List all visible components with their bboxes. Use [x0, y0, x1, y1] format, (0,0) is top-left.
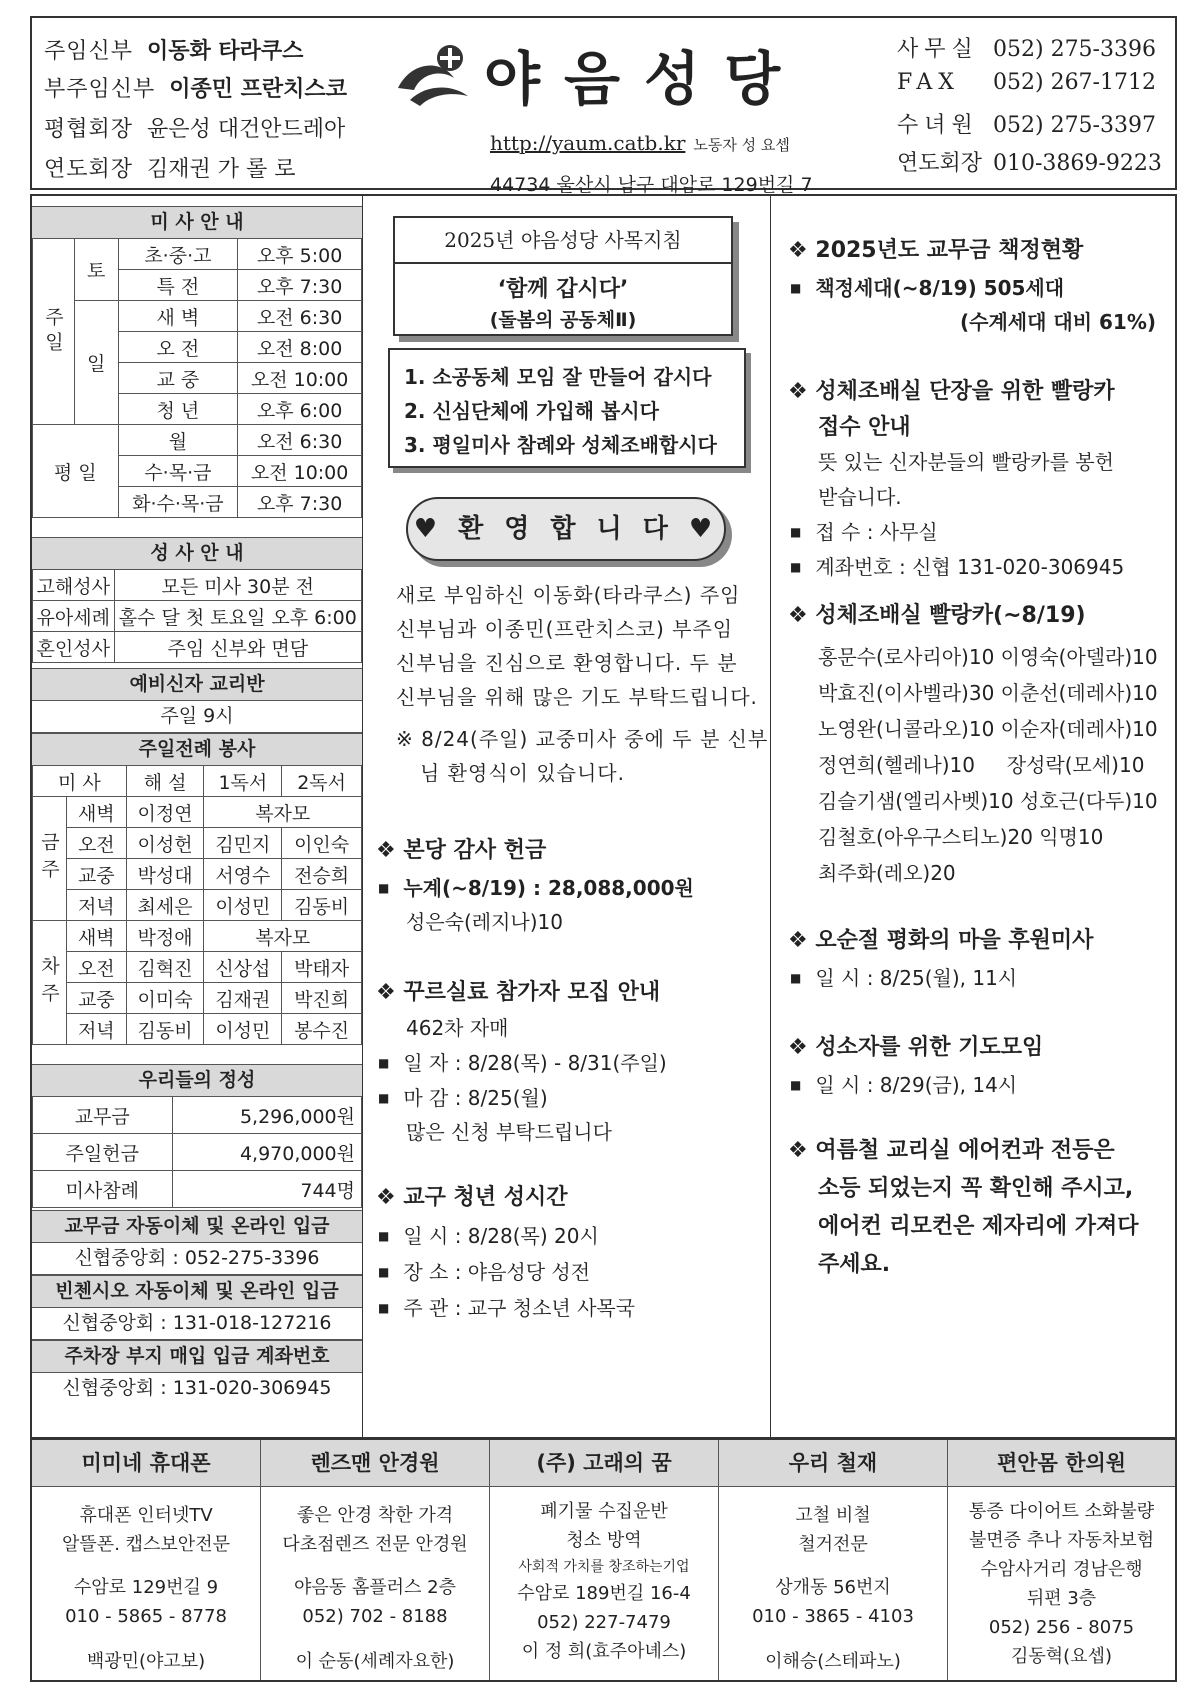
cursillo-date: ■ 일 자 : 8/28(목) - 8/31(주일) — [378, 1047, 667, 1076]
sacrament-table: 고해성사 모든 미사 30분 전 유아세례 홀수 달 첫 토요일 오후 6:00 혼인성사 주임 신부와 면담 — [32, 569, 362, 663]
summer-notice: ❖ 여름철 교리실 에어컨과 전등은 소등 되었는지 꼭 확인해 주시고, 에어컨 리모컨은 제자리에 가져다 주세요. — [788, 1138, 1139, 1277]
card-where: ■ 접 수 : 사무실 — [790, 516, 938, 545]
mass-title: 미 사 안 내 — [32, 206, 362, 239]
header-staff-row: 연도회장 김재권 가 롤 로 — [44, 157, 296, 182]
church-address: 44734 울산시 남구 대암로 129번길 7 — [490, 174, 813, 196]
donor-line: 박효진(이사벨라)30 이춘선(데레사)10 — [818, 681, 1158, 705]
sunday-day-label: 일 — [74, 301, 118, 425]
ad-box: 미미네 휴대폰 휴대폰 인터넷TV 알뜰폰. 캡스보안전문 수암로 129번길 9 010 - 5865 - 8778 백광민(야고보) — [32, 1440, 261, 1680]
thanks-donor: 성은숙(레지나)10 — [406, 910, 563, 934]
catechumen-time: 주일 9시 — [32, 700, 362, 733]
cursillo-note: 많은 신청 부탁드립니다 — [406, 1120, 612, 1144]
account-title: 주차장 부지 매입 입금 계좌번호 — [32, 1340, 362, 1373]
sacrament-title: 성 사 안 내 — [32, 537, 362, 570]
saturday-label: 토 — [74, 239, 118, 301]
peace-time: ■ 일 시 : 8/25(월), 11시 — [790, 962, 1017, 991]
account-title: 빈첸시오 자동이체 및 온라인 입금 — [32, 1275, 362, 1308]
contact-row: 수녀원 052) 275-3397 — [897, 113, 1156, 138]
church-url: http://yaum.catb.kr 노동자 성 요셉 — [490, 131, 790, 155]
ad-box: 편안몸 한의원 통증 다이어트 소화불량 불면증 추나 자동차보험 수암사거리 경남은행 뒤편 3층 052) 256 - 8075 김동혁(요셉) — [948, 1440, 1175, 1680]
donor-line: 정연희(헬레나)10 장성락(모세)10 — [818, 753, 1145, 777]
card-account: ■ 계좌번호 : 신협 131-020-306945 — [790, 551, 1124, 580]
vocation-title: ❖ 성소자를 위한 기도모임 — [788, 1035, 1044, 1060]
cursillo-title: ❖ 꾸르실료 참가자 모집 안내 — [376, 980, 661, 1005]
policy-box — [393, 216, 733, 336]
next-week-label: 차주 — [33, 921, 67, 1045]
ads-strip — [30, 1438, 1177, 1682]
card-text: 뜻 있는 신자분들의 빨랑카를 봉헌 — [818, 450, 1114, 474]
donor-line: 김슬기샘(엘리사벳)10 성호근(다두)10 — [818, 789, 1158, 813]
bulletin-header — [30, 16, 1177, 196]
mass-table: 주일 토 초·중·고 오후 5:00 특 전 오후 7:30 일 새 벽 오전 6:30 오 전 오전 8:00 교 중 오전 10:00 청 년 오후 6:00 평 일 월 오전 6:30 수·목·금 오전 10:00 화·수·목·금 오후 7:30 — [32, 238, 362, 518]
account-value: 신협중앙회 : 052-275-3396 — [32, 1242, 362, 1275]
dues-line: ■ 책정세대(~8/19) 505세대 — [790, 272, 1064, 301]
dues-title: ❖ 2025년도 교무금 책정현황 — [788, 238, 1084, 263]
offering-table: 교무금 5,296,000원 주일헌금 4,970,000원 미사참례 744명 — [32, 1096, 362, 1208]
peace-title: ❖ 오순절 평화의 마을 후원미사 — [788, 928, 1094, 953]
donor-line: 홍문수(로사리아)10 이영숙(아델라)10 — [818, 645, 1158, 669]
this-week-label: 금주 — [33, 797, 67, 921]
column-divider — [770, 196, 771, 1438]
donor-line: 김철호(아우구스티노)20 익명10 — [818, 825, 1104, 849]
donors-list — [818, 639, 1158, 891]
policy-title: 2025년 야음성당 사목지침 — [395, 218, 731, 264]
card-title: ❖ 성체조배실 단장을 위한 빨랑카 — [788, 379, 1115, 404]
cursillo-sub: 462차 자매 — [406, 1016, 509, 1040]
ad-box: (주) 고래의 꿈 폐기물 수집운반 청소 방역 사회적 가치를 창조하는기업 수암로 189번길 16-4 052) 227-7479 이 정 희(효주아녜스) — [490, 1440, 719, 1680]
goal-item: 2. 신심단체에 가입해 봅시다 — [404, 399, 659, 423]
donors-title: ❖ 성체조배실 빨랑카(~8/19) — [788, 603, 1086, 628]
weekday-label: 평 일 — [33, 425, 119, 518]
header-staff-row: 평협회장 윤은성 대건안드레아 — [44, 117, 346, 142]
youth-time: ■ 일 시 : 8/28(목) 20시 — [378, 1220, 599, 1249]
sunday-label: 주일 — [33, 239, 75, 425]
donor-line: 최주화(레오)20 — [818, 861, 956, 885]
card-title-2: 접수 안내 — [818, 415, 911, 440]
youth-place: ■ 장 소 : 야음성당 성전 — [378, 1256, 590, 1285]
header-staff-row: 주임신부 이동화 타라쿠스 — [44, 39, 304, 64]
church-url-link[interactable]: http://yaum.catb.kr — [490, 131, 686, 155]
welcome-banner: ♥ 환 영 합 니 다 ♥ — [406, 497, 726, 561]
policy-subtitle: (돌봄의 공동체Ⅱ) — [489, 309, 637, 331]
account-title: 교무금 자동이체 및 온라인 입금 — [32, 1210, 362, 1243]
liturgy-title: 주일전례 봉사 — [32, 733, 362, 766]
ad-box: 렌즈맨 안경원 좋은 안경 착한 가격 다초점렌즈 전문 안경원 야음동 홈플러스 2층 052) 702 - 8188 이 순동(세례자요한) — [261, 1440, 490, 1680]
contact-row: 사무실 052) 275-3396 — [897, 37, 1156, 62]
goal-item: 3. 평일미사 참례와 성체조배합시다 — [404, 433, 717, 457]
offering-title: 우리들의 정성 — [32, 1064, 362, 1097]
contact-row: FAX 052) 267-1712 — [897, 70, 1156, 95]
contact-row: 연도회장 010-3869-9223 — [897, 151, 1162, 176]
policy-slogan: ‘함께 갑시다’ — [497, 277, 629, 302]
account-value: 신협중앙회 : 131-018-127216 — [32, 1307, 362, 1340]
goal-item: 1. 소공동체 모임 잘 만들어 갑시다 — [404, 365, 712, 389]
catechumen-title: 예비신자 교리반 — [32, 668, 362, 701]
vocation-time: ■ 일 시 : 8/29(금), 14시 — [790, 1069, 1017, 1098]
welcome-text: 새로 부임하신 이동화(타라쿠스) 주임 신부님과 이종민(프란치스코) 부주임 신부님을 진심으로 환영합니다. 두 분 신부님을 위해 많은 기도 부탁드립니다. ※ 8/24(주일) 교중미사 중에 두 분 신부 님 환영식이 있습니다. — [396, 583, 769, 785]
church-logo-icon — [392, 40, 474, 110]
goals-box — [388, 348, 746, 468]
ad-box: 우리 철재 고철 비철 철거전문 상개동 56번지 010 - 3865 - 4103 이해승(스테파노) — [719, 1440, 948, 1680]
thanks-total: ■ 누계(~8/19) : 28,088,000원 — [378, 872, 694, 901]
youth-title: ❖ 교구 청년 성시간 — [376, 1185, 568, 1210]
column-divider — [362, 196, 363, 1438]
thanks-title: ❖ 본당 감사 헌금 — [376, 838, 547, 863]
liturgy-table: 미 사 해 설 1독서 2독서 금주 새벽 이정연 복자모 오전 이성헌 김민지 이인숙 교중 박성대 서영수 전승희 저녁 최세은 이성민 김동비 차주 새벽 박정애 복자모 오전 김혁진 신상섭 박태자 교중 이미숙 김재권 박진희 저녁 김동비 이성민 봉수진 — [32, 765, 362, 1045]
header-staff-row: 부주임신부 이종민 프란치스코 — [44, 77, 347, 102]
church-title: 야음성당 — [484, 45, 805, 113]
youth-host: ■ 주 관 : 교구 청소년 사목국 — [378, 1292, 635, 1321]
donor-line: 노영완(니콜라오)10 이순자(데레사)10 — [818, 717, 1158, 741]
dues-ratio: (수계세대 대비 61%) — [960, 310, 1156, 334]
cursillo-deadline: ■ 마 감 : 8/25(월) — [378, 1082, 548, 1111]
account-value: 신협중앙회 : 131-020-306945 — [62, 1377, 332, 1399]
card-text-2: 받습니다. — [818, 485, 902, 509]
